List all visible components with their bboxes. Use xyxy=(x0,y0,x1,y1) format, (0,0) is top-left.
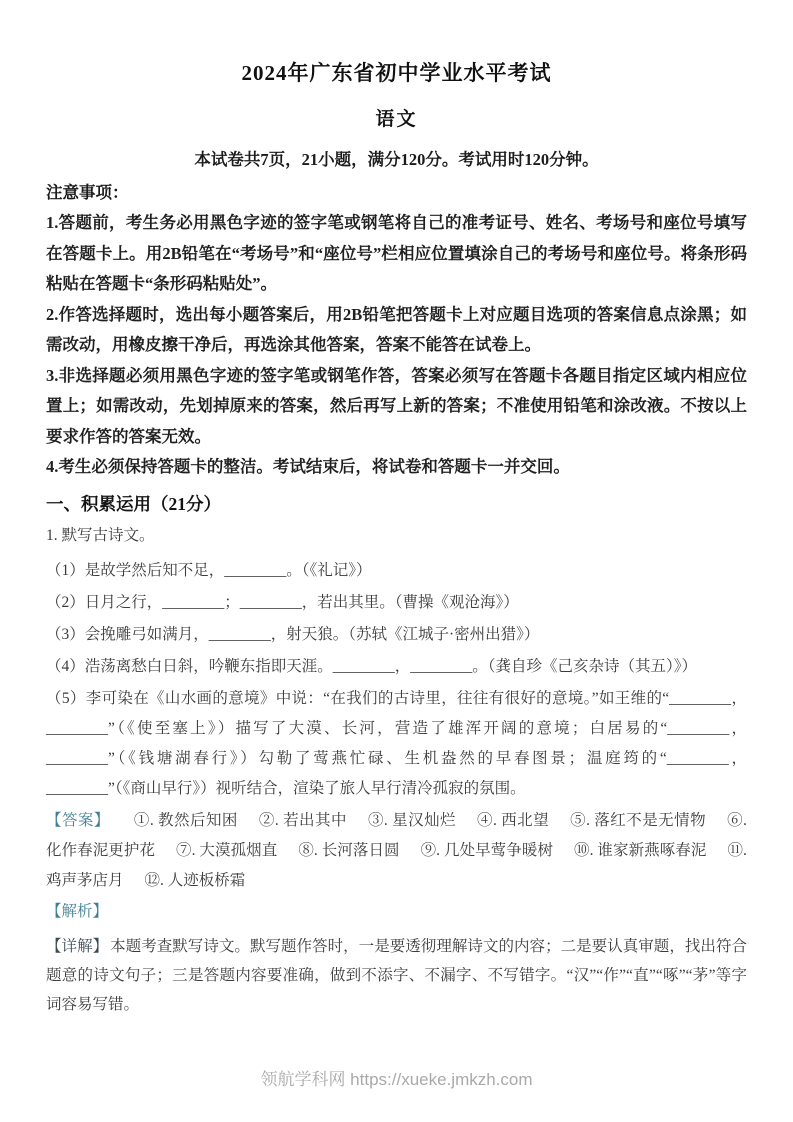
answer-item-1: ①. 教然后知困 xyxy=(133,811,238,829)
answer-item-11: ⑪. 鸡声茅店月 xyxy=(46,841,747,889)
answer-item-3: ③. 星汉灿烂 xyxy=(367,811,457,829)
answer-item-6: ⑥. 化作春泥更护花 xyxy=(46,811,747,859)
question-item-2: （2）日月之行，________；________，若出其里。（曹操《观沧海》） xyxy=(46,593,519,611)
answer-label: 【答案】 xyxy=(46,811,110,829)
answer-item-8: ⑧. 长河落日圆 xyxy=(298,841,400,859)
answer-item-7: ⑦. 大漠孤烟直 xyxy=(176,841,278,859)
analysis-label: 【解析】 xyxy=(46,902,109,920)
subject-title: 语文 xyxy=(375,109,418,130)
question-item-3: （3）会挽雕弓如满月，________，射天狼。（苏轼《江城子·密州出猎》） xyxy=(46,625,540,643)
answer-block xyxy=(46,806,747,896)
answer-item-10: ⑩. 谁家新燕啄春泥 xyxy=(574,841,707,859)
section-heading: 一、积累运用（21分） xyxy=(46,493,221,514)
page-title: 2024年广东省初中学业水平考试 xyxy=(241,61,552,85)
answer-item-12: ⑫. 人迹板桥霜 xyxy=(144,871,246,889)
notice-item-2: 2.作答选择题时，选出每小题答案后，用2B铅笔把答题卡上对应题目选项的答案信息点涂黑；如需改动，用橡皮擦干净后，再选涂其他答案，答案不能答在试卷上。 xyxy=(46,304,747,354)
detail-label: 【详解】 xyxy=(46,937,109,955)
answer-item-4: ④. 西北望 xyxy=(477,811,550,829)
notice-item-1: 1.答题前，考生务必用黑色字迹的签字笔或钢笔将自己的准考证号、姓名、考场号和座位号填写在答题卡上。用2B铅笔在“考场号”和“座位号”栏相应位置填涂自己的考场号和座位号。将条形码粘贴在答题卡“条形码粘贴处”。 xyxy=(46,213,747,293)
question-item-1: （1）是故学然后知不足，________。（《礼记》） xyxy=(46,561,372,579)
answer-item-2: ②. 若出其中 xyxy=(258,811,347,829)
analysis-line xyxy=(46,898,747,926)
watermark: 领航学科网 https://xueke.jmkzh.com xyxy=(260,1070,533,1089)
answer-item-5: ⑤. 落红不是无情物 xyxy=(570,811,707,829)
question-item-4: （4）浩荡离愁白日斜，吟鞭东指即天涯。________，________。（龚自珍《己亥杂诗（其五）》） xyxy=(46,657,698,675)
answer-item-9: ⑨. 几处早莺争暖树 xyxy=(420,841,554,859)
notice-item-4: 4.考生必须保持答题卡的整洁。考试结束后，将试卷和答题卡一并交回。 xyxy=(46,457,570,476)
detail-paragraph xyxy=(46,932,747,1019)
exam-info-line: 本试卷共7页，21小题，满分120分。考试用时120分钟。 xyxy=(194,150,599,169)
notice-item-3: 3.非选择题必须用黑色字迹的签字笔或钢笔作答，答案必须写在答题卡各题目指定区域内相应位置上；如需改动，先划掉原来的答案，然后再写上新的答案；不准使用铅笔和涂改液。不按以上要求作答的答案无效。 xyxy=(46,365,747,446)
detail-text: 本题考查默写诗文。默写题作答时，一是要透彻理解诗文的内容；二是要认真审题，找出符合题意的诗文句子；三是答题内容要准确，做到不添字、不漏字、不写错字。“汉”“作”“直”“啄”“茅”等字词容易写错。 xyxy=(46,937,747,1013)
notice-header: 注意事项： xyxy=(46,183,129,202)
question-intro: 1. 默写古诗文。 xyxy=(46,526,155,544)
question-item-5: （5）李可染在《山水画的意境》中说：“在我们的古诗里，往往有很好的意境。”如王维的“________，________”（《使至塞上》）描写了大漠、长河，营造了雄浑开阔的意境；白居易的“________，________”（《钱塘湖春行》）勾勒了莺燕忙碌、生机盎然的早春图景；温庭筠的“________，________”（《商山早行》）视听结合，渲染了旅人早行清冷孤寂的氛围。 xyxy=(46,689,747,797)
